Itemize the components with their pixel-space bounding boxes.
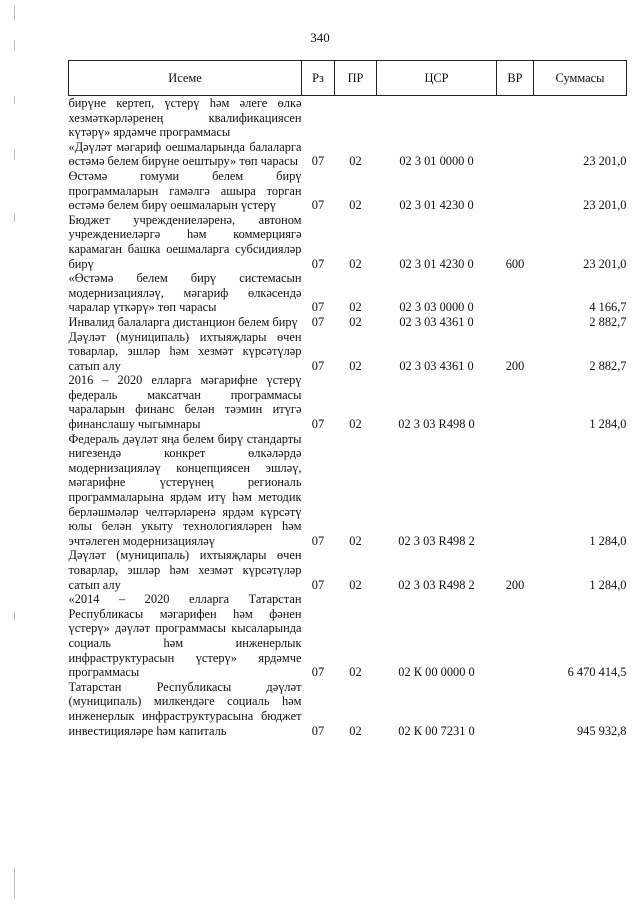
row-sum: 2 882,7: [589, 358, 627, 373]
row-pr: 02: [349, 417, 362, 432]
row-sum: 23 201,0: [583, 198, 627, 213]
row-rz: 07: [311, 314, 325, 329]
row-csr: 02 3 03 0000 0: [399, 300, 474, 315]
row-pr: 02: [349, 198, 362, 213]
table-row: [69, 315, 627, 330]
row-rz: 07: [311, 358, 325, 373]
table-row: [69, 213, 627, 271]
row-rz: 07: [311, 198, 325, 213]
row-vr: [497, 373, 534, 431]
row-rz: 07: [311, 256, 325, 271]
row-sum: 23 201,0: [583, 154, 627, 169]
row-name: Дәүләт (муниципаль) ихтыяҗлары өчен товарлар, эшләр һәм хезмәт күрсәтүләр сатып алу: [68, 548, 302, 592]
row-csr: 02 К 00 0000 0: [398, 665, 475, 680]
row-pr: 02: [349, 577, 362, 592]
header-pr: ПР: [335, 61, 377, 96]
row-vr: [497, 96, 534, 140]
row-pr: 02: [349, 533, 362, 548]
table-row: [69, 96, 627, 140]
row-rz: 07: [311, 577, 325, 592]
margin-mark: [14, 868, 15, 898]
row-name: Өстәмә гомуми белем бирү программаларын гамәлгә ашыра торган өстәмә белем бирү оешмаларын үстерү: [68, 168, 302, 213]
row-rz: 07: [311, 533, 325, 548]
header-rz: Рз: [302, 61, 335, 96]
row-csr: 02 3 01 4230 0: [399, 198, 474, 213]
row-sum: 1 284,0: [589, 417, 627, 432]
row-vr: [497, 432, 534, 549]
row-name: Федераль дәүләт яңа белем бирү стандарты нигезендә конкрет өлкәләрдә модернизацияләү концепциясен эшләү, мәгарифне үстерүнең региональ программаларына ярдәм итү һәм методик берләшмәләр челтәрләренә ярдәм күрсәтү юлы белән укыту технологияләрен һәм эчтәлеген модернизацияләү: [68, 431, 302, 548]
row-vr: 200: [505, 358, 525, 373]
margin-mark: [14, 6, 15, 20]
row-pr: 02: [349, 154, 362, 169]
row-name: Инвалид балаларга дистанцион белем бирү: [68, 314, 298, 329]
margin-mark: [14, 96, 15, 104]
table-row: [69, 271, 627, 315]
row-rz: 07: [311, 723, 325, 738]
table-row: [69, 169, 627, 213]
row-pr: 02: [349, 358, 362, 373]
row-name: Татарстан Республикасы дәүләт (муниципаль) милкендәге социаль һәм инженерлык инфраструктурасына бюджет инвестицияләре һәм капиталь: [68, 679, 302, 738]
row-sum: 1 284,0: [589, 533, 627, 548]
row-pr: [335, 96, 377, 140]
row-csr: 02 3 03 R498 2: [398, 577, 475, 592]
row-sum: 6 470 414,5: [567, 665, 627, 680]
page-number: 340: [310, 30, 330, 45]
table-header-row: [69, 61, 627, 96]
row-name: «Дәүләт мәгариф оешмаларында балаларга өстәмә белем бирүне оештыру» төп чарасы: [68, 139, 302, 169]
row-name: Дәүләт (муниципаль) ихтыяҗлары өчен товарлар, эшләр һәм хезмәт күрсәтүләр сатып алу: [68, 329, 302, 373]
row-vr: 200: [505, 577, 525, 592]
row-name: Бюджет учреждениеләренә, автоном учреждениеләргә һәм коммерциягә карамаган башка оешмаларга субсидияләр бирү: [68, 212, 302, 271]
table-row: [69, 680, 627, 738]
row-rz: 07: [311, 300, 325, 315]
row-rz: 07: [311, 417, 325, 432]
row-csr: 02 3 01 0000 0: [399, 154, 474, 169]
row-rz: 07: [311, 154, 325, 169]
row-name: бирүне кертеп, үстерү һәм әлеге өлкә хезмәткәрләренең квалификациясен күтәрү» ярдәмче программасы: [68, 96, 302, 140]
row-vr: [497, 592, 534, 680]
row-name: «2014 – 2020 елларга Татарстан Республикасы мәгарифен һәм фәнен үстерү» дәүләт программасы кысаларында социаль һәм инженерлык инфраструктурасын үстерү» ярдәмче программасы: [68, 592, 302, 680]
row-pr: 02: [349, 300, 362, 315]
row-name: «Өстәмә белем бирү системасын модернизацияләү, мәгариф өлкәсендә чаралар үткәрү» төп чарасы: [68, 271, 302, 315]
table-row: [69, 592, 627, 680]
row-pr: 02: [349, 256, 362, 271]
margin-mark: [14, 214, 15, 222]
row-csr: 02 3 03 R498 0: [398, 417, 475, 432]
table-row: [69, 432, 627, 549]
row-csr: 02 3 03 R498 2: [398, 533, 475, 548]
row-rz: [302, 96, 335, 140]
row-sum: 945 932,8: [576, 723, 627, 738]
table-row: [69, 548, 627, 592]
header-name: Исеме: [69, 61, 302, 96]
row-sum: 1 284,0: [589, 577, 627, 592]
header-vr: ВР: [497, 61, 534, 96]
row-csr: 02 К 00 7231 0: [398, 723, 475, 738]
table-row: [69, 373, 627, 431]
row-pr: 02: [349, 314, 362, 329]
row-sum: 23 201,0: [583, 256, 627, 271]
row-name: 2016 – 2020 елларга мәгарифне үстерү федераль максатчан программасы чараларын финанс белән тәэмин итүгә финанслашу чыгымнары: [68, 373, 302, 432]
row-vr: 600: [505, 256, 525, 271]
row-csr: 02 3 03 4361 0: [399, 314, 474, 329]
row-vr: [497, 140, 534, 169]
row-pr: 02: [349, 665, 362, 680]
row-vr: [497, 315, 534, 330]
table-row: [69, 330, 627, 374]
row-vr: [497, 680, 534, 738]
row-vr: [497, 271, 534, 315]
row-sum: [534, 96, 627, 140]
row-vr: [497, 169, 534, 213]
row-pr: 02: [349, 723, 362, 738]
header-sum: Суммасы: [534, 61, 627, 96]
row-csr: 02 3 01 4230 0: [399, 256, 474, 271]
budget-table: [68, 60, 627, 738]
table-row: [69, 140, 627, 169]
margin-mark: [14, 150, 15, 160]
header-csr: ЦСР: [377, 61, 497, 96]
row-csr: 02 3 03 4361 0: [399, 358, 474, 373]
row-sum: 2 882,7: [589, 314, 627, 329]
row-sum: 4 166,7: [589, 300, 627, 315]
row-csr: [377, 96, 497, 140]
row-rz: 07: [311, 665, 325, 680]
margin-mark: [14, 612, 15, 620]
